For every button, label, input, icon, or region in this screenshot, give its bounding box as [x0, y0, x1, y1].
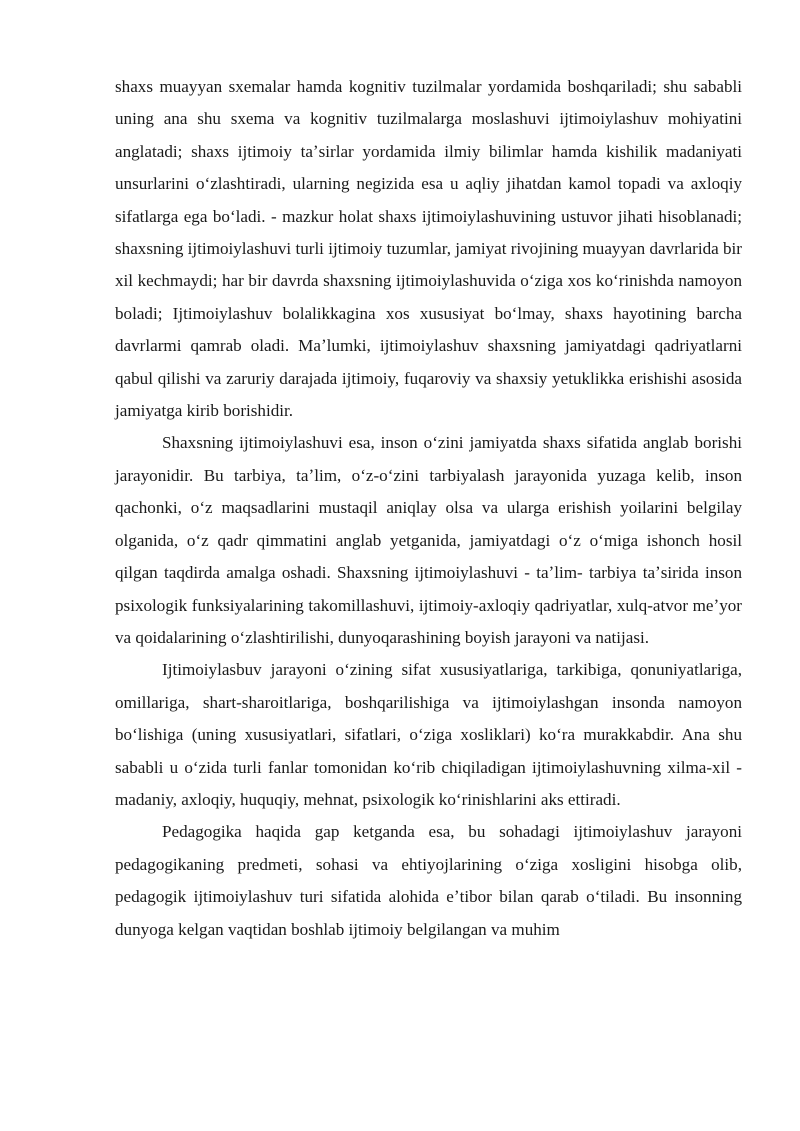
paragraph-1: shaxs muayyan sxemalar hamda kognitiv tuzilmalar yordamida boshqariladi; shu sababli uning ana shu sxema va kognitiv tuzilmalarga moslashuvi ijtimoiylashuv mohiyatini anglatadi; shaxs ijtimoiy taʼsirlar yordamida ilmiy bilimlar hamda kishilik madaniyati unsurlarini oʻzlashtiradi, ularning negizida esa u aqliy jihatdan kamol topadi va axloqiy sifatlarga ega boʻladi. - mazkur holat shaxs ijtimoiylashuvining ustuvor jihati hisoblanadi; shaxsning ijtimoiylashuvi turli ijtimoiy tuzumlar, jamiyat rivojining muayyan davrlarida bir xil kechmaydi; har bir davrda shaxsning ijtimoiylashuvida oʻziga xos koʻrinishda namoyon boladi; Ijtimoiylashuv bolalikkagina xos xususiyat boʻlmay, shaxs hayotining barcha davrlarmi qamrab oladi. Maʼlumki, ijtimoiylashuv shaxsning jamiyatdagi qadriyatlarni qabul qilishi va zaruriy darajada ijtimoiy, fuqaroviy va shaxsiy yetuklikka erishishi asosida jamiyatga kirib borishidir.: [115, 77, 742, 421]
paragraph-3: Ijtimoiylasbuv jarayoni oʻzining sifat xususiyatlariga, tarkibiga, qonuniyatlariga, omillariga, shart-sharoitlariga, boshqarilishiga va ijtimoiylashgan insonda namoyon boʻlishiga (uning xususiyatlari, sifatlari, oʻziga xosliklari) koʻra murakkabdir. Ana shu sababli u oʻzida turli fanlar tomonidan koʻrib chiqiladigan ijtimoiylashuvning xilma-xil - madaniy, axloqiy, huquqiy, mehnat, psixologik koʻrinishlarini aks ettiradi.: [115, 660, 742, 809]
paragraph-4: Pedagogika haqida gap ketganda esa, bu sohadagi ijtimoiylashuv jarayoni pedagogikaning predmeti, sohasi va ehtiyojlarining oʻziga xosligini hisobga olib, pedagogik ijtimoiylashuv turi sifatida alohida eʼtibor bilan qarab oʻtiladi. Bu insonning dunyoga kelgan vaqtidan boshlab ijtimoiy belgilangan va muhim: [115, 822, 742, 939]
paragraph-2: Shaxsning ijtimoiylashuvi esa, inson oʻzini jamiyatda shaxs sifatida anglab borishi jarayonidir. Bu tarbiya, taʼlim, oʻz-oʻzini tarbiyalash jarayonida yuzaga kelib, inson qachonki, oʻz maqsadlarini mustaqil aniqlay olsa va ularga erishish yoilarini belgilay olganida, oʻz qadr qimmatini anglab yetganida, jamiyatdagi oʻz oʻmiga ishonch hosil qilgan taqdirda amalga oshadi. Shaxsning ijtimoiylashuvi - taʼlim- tarbiya taʼsirida inson psixologik funksiyalarining takomillashuvi, ijtimoiy-axloqiy qadriyatlar, xulq-atvor meʼyor va qoidalarining oʻzlashtirilishi, dunyoqarashining boyish jarayoni va natijasi.: [115, 433, 742, 647]
document-page: [115, 71, 742, 946]
